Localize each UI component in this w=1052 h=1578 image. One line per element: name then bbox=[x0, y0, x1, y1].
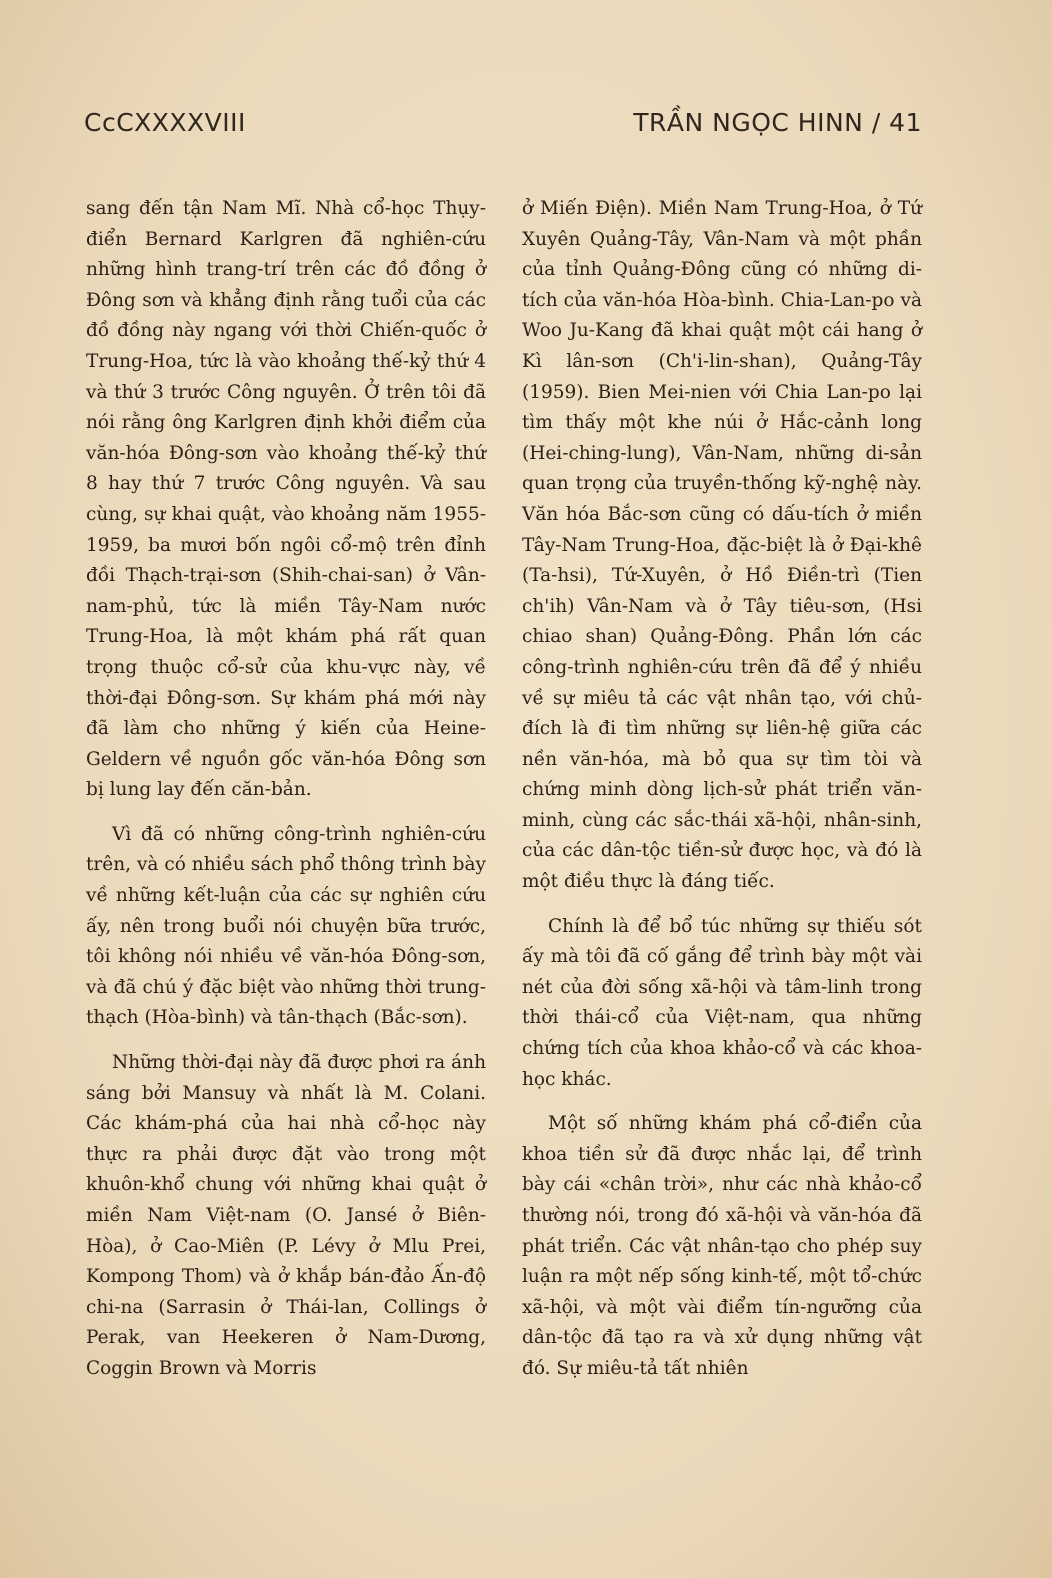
right-column bbox=[522, 194, 922, 1504]
paragraph: Chính là để bổ túc những sự thiếu sót ấy mà tôi đã cố gắng để trình bày một vài nét của đời sống xã-hội và tâm-linh trong thời thái-cổ của Việt-nam, qua những chứng tích của khoa khảo-cổ và các khoa-học khác. bbox=[522, 915, 922, 1090]
left-column bbox=[86, 194, 486, 1504]
paragraph: Những thời-đại này đã được phơi ra ánh sáng bởi Mansuy và nhất là M. Colani. Các khám-phá của hai nhà cổ-học này thực ra phải được đặt vào trong một khuôn-khổ chung với những khai quật ở miền Nam Việt-nam (O. Jansé ở Biên-Hòa), ở Cao-Miên (P. Lévy ở Mlu Prei, Kompong Thom) và ở khắp bán-đảo Ấn-độ chi-na (Sarrasin ở Thái-lan, Collings ở Perak, van Heekeren ở Nam-Dương, Coggin Brown và Morris bbox=[86, 1052, 486, 1379]
header-left-numeral: CcCXXXXVIII bbox=[84, 108, 246, 137]
text-columns bbox=[86, 194, 922, 1504]
paragraph: Vì đã có những công-trình nghiên-cứu trên, và có nhiều sách phổ thông trình bày về những kết-luận của các sự nghiên cứu ấy, nên trong buổi nói chuyện bữa trước, tôi không nói nhiều về văn-hóa Đông-sơn, và đã chú ý đặc biệt vào những thời trung-thạch (Hòa-bình) và tân-thạch (Bắc-sơn). bbox=[86, 823, 486, 1029]
header-author-page: TRẦN NGỌC HINN / 41 bbox=[633, 108, 922, 137]
paragraph: Một số những khám phá cổ-điển của khoa tiền sử đã được nhắc lại, để trình bày cái «chân trời», như các nhà khảo-cổ thường nói, trong đó xã-hội và văn-hóa đã phát triển. Các vật nhân-tạo cho phép suy luận ra một nếp sống kinh-tế, một tổ-chức xã-hội, và một vài điểm tín-ngưỡng của dân-tộc đã tạo ra và xử dụng những vật đó. Sự miêu-tả tất nhiên bbox=[522, 1113, 922, 1379]
running-header bbox=[84, 108, 922, 137]
paragraph: ở Miến Điện). Miền Nam Trung-Hoa, ở Tứ Xuyên Quảng-Tây, Vân-Nam và một phần của tỉnh Quảng-Đông cũng có những di-tích của văn-hóa Hòa-bình. Chia-Lan-po và Woo Ju-Kang đã khai quật một cái hang ở Kì lân-sơn (Ch'i-lin-shan), Quảng-Tây (1959). Bien Mei-nien với Chia Lan-po lại tìm thấy một khe núi ở Hắc-cảnh long (Hei-ching-lung), Vân-Nam, những di-sản quan trọng của truyền-thống kỹ-nghệ này. Văn hóa Bắc-sơn cũng có dấu-tích ở miền Tây-Nam Trung-Hoa, đặc-biệt là ở Đại-khê (Ta-hsi), Tứ-Xuyên, ở Hồ Điền-trì (Tien ch'ih) Vân-Nam và ở Tây tiêu-sơn, (Hsi chiao shan) Quảng-Đông. Phần lớn các công-trình nghiên-cứu trên đã để ý nhiều về sự miêu tả các vật nhân tạo, với chủ-đích là đi tìm những sự liên-hệ giữa các nền văn-hóa, mà bỏ qua sự tìm tòi và chứng minh dòng lịch-sử phát triển văn-minh, cùng các sắc-thái xã-hội, nhân-sinh, của các dân-tộc tiền-sử được học, và đó là một điều thực là đáng tiếc. bbox=[522, 198, 922, 893]
paragraph: sang đến tận Nam Mĩ. Nhà cổ-học Thụy-điển Bernard Karlgren đã nghiên-cứu những hình trang-trí trên các đồ đồng ở Đông sơn và khẳng định rằng tuổi của các đồ đồng này ngang với thời Chiến-quốc ở Trung-Hoa, tức là vào khoảng thế-kỷ thứ 4 và thứ 3 trước Công nguyên. Ở trên tôi đã nói rằng ông Karlgren định khởi điểm của văn-hóa Đông-sơn vào khoảng thế-kỷ thứ 8 hay thứ 7 trước Công nguyên. Và sau cùng, sự khai quật, vào khoảng năm 1955-1959, ba mươi bốn ngôi cổ-mộ trên đỉnh đồi Thạch-trại-sơn (Shih-chai-san) ở Vân-nam-phủ, tức là miền Tây-Nam nước Trung-Hoa, là một khám phá rất quan trọng thuộc cổ-sử của khu-vực này, về thời-đại Đông-sơn. Sự khám phá mới này đã làm cho những ý kiến của Heine-Geldern về nguồn gốc văn-hóa Đông sơn bị lung lay đến căn-bản. bbox=[86, 198, 486, 801]
